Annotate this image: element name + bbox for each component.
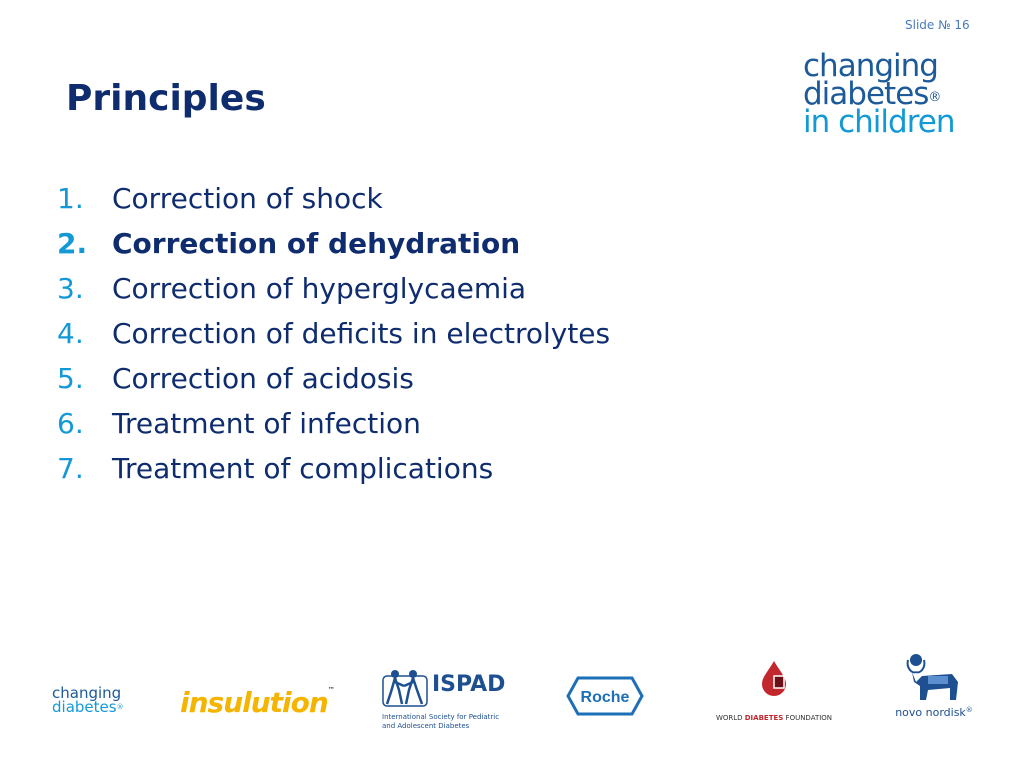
brand-line-2: diabetes bbox=[803, 76, 929, 112]
ispad-subtitle-line-2: and Adolescent Diabetes bbox=[382, 722, 470, 730]
list-item bbox=[57, 227, 610, 272]
list-item-text: Treatment of infection bbox=[112, 407, 421, 440]
novo-nordisk-name: novo nordisk bbox=[895, 706, 966, 719]
principles-list bbox=[57, 182, 610, 497]
cd-logo-line-1: changing bbox=[52, 684, 122, 702]
ispad-logo bbox=[382, 666, 512, 736]
list-item-number: 2. bbox=[57, 227, 88, 260]
list-item bbox=[57, 272, 610, 317]
list-item-text: Correction of shock bbox=[112, 182, 383, 215]
list-item-number: 7. bbox=[57, 452, 84, 485]
cd-logo-mark: ® bbox=[116, 703, 124, 711]
list-item-number: 5. bbox=[57, 362, 84, 395]
roche-logo bbox=[566, 676, 644, 716]
list-item-number: 1. bbox=[57, 182, 84, 215]
footer-logo-strip bbox=[0, 650, 1024, 750]
ispad-figures-icon bbox=[382, 668, 428, 708]
novo-nordisk-mark: ® bbox=[965, 706, 973, 714]
changing-diabetes-in-children-logo bbox=[803, 48, 955, 140]
insulution-logo bbox=[180, 686, 334, 719]
brand-registered-mark: ® bbox=[928, 90, 942, 105]
list-item-text: Correction of deficits in electrolytes bbox=[112, 317, 611, 350]
roche-logo-text: Roche bbox=[580, 689, 630, 706]
list-item bbox=[57, 362, 610, 407]
list-item-number: 6. bbox=[57, 407, 84, 440]
ispad-name: ISPAD bbox=[432, 672, 506, 697]
world-diabetes-foundation-logo bbox=[709, 660, 839, 730]
changing-diabetes-logo bbox=[52, 686, 124, 714]
insulution-trademark: ™ bbox=[327, 686, 334, 694]
wdf-text-highlight: DIABETES bbox=[744, 714, 784, 722]
blood-drop-icon bbox=[759, 660, 789, 696]
list-item-text: Correction of hyperglycaemia bbox=[112, 272, 527, 305]
list-item bbox=[57, 407, 610, 452]
list-item-number: 3. bbox=[57, 272, 84, 305]
apis-bull-icon bbox=[904, 652, 964, 704]
wdf-text-suffix: FOUNDATION bbox=[783, 714, 833, 722]
list-item-text: Treatment of complications bbox=[112, 452, 494, 485]
list-item bbox=[57, 317, 610, 362]
brand-line-3: in children bbox=[803, 104, 955, 140]
page-title: Principles bbox=[66, 78, 266, 119]
list-item bbox=[57, 182, 610, 227]
list-item bbox=[57, 452, 610, 497]
brand-line-1: changing bbox=[803, 48, 938, 84]
list-item-text: Correction of dehydration bbox=[112, 227, 521, 260]
wdf-text-prefix: WORLD bbox=[715, 714, 745, 722]
cd-logo-line-2: diabetes bbox=[52, 698, 117, 716]
list-item-number: 4. bbox=[57, 317, 84, 350]
list-item-text: Correction of acidosis bbox=[112, 362, 414, 395]
ispad-subtitle-line-1: International Society for Pediatric bbox=[382, 713, 500, 721]
slide-number: Slide № 16 bbox=[905, 18, 970, 32]
novo-nordisk-logo bbox=[889, 652, 979, 722]
insulution-logo-text: insulution bbox=[180, 686, 328, 719]
